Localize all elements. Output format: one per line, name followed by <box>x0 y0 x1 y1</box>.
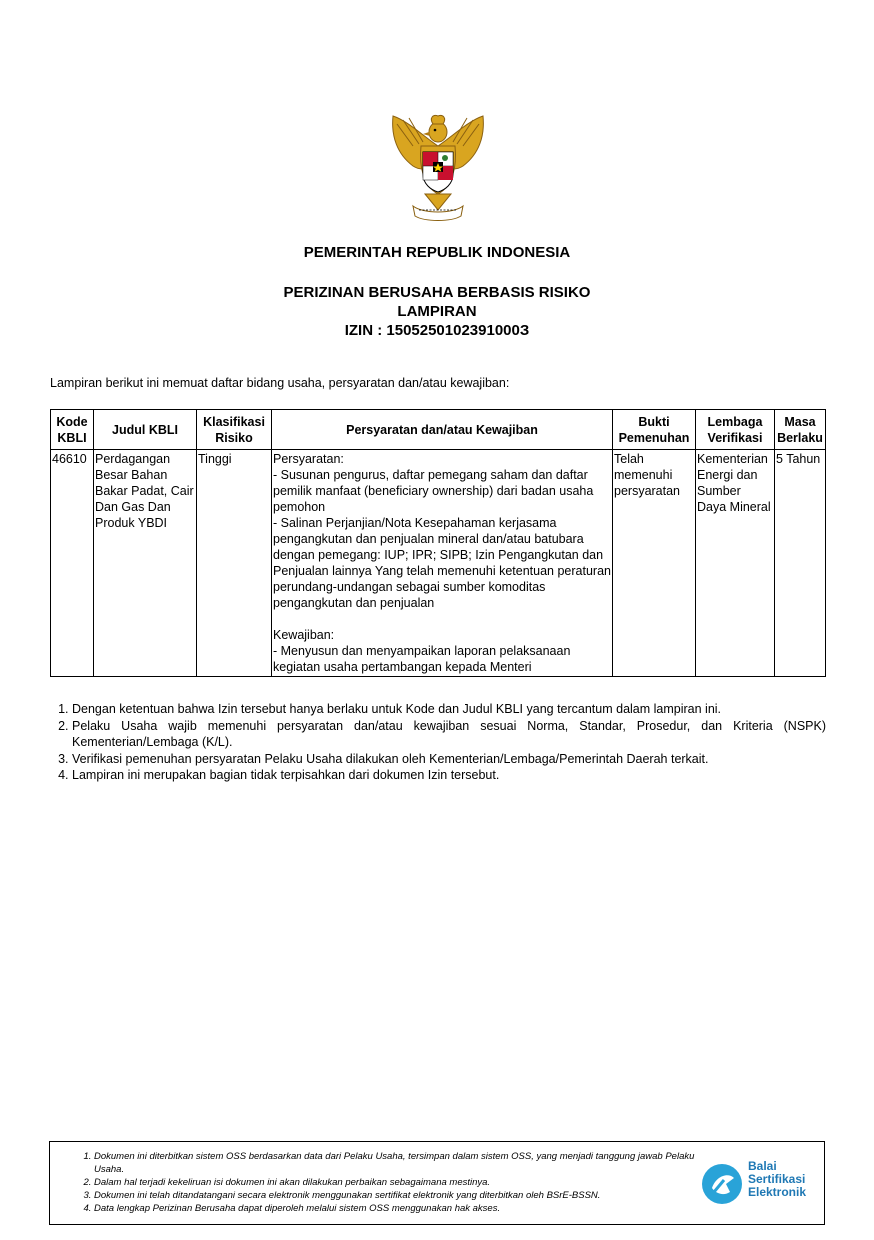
table-header-row <box>51 410 826 450</box>
kewajiban-item: - Menyusun dan menyampaikan laporan pelaksanaan kegiatan usaha pertambangan kepada Menteri <box>273 644 571 674</box>
header-judul-kbli: Judul KBLI <box>94 410 197 450</box>
permit-number: IZIN : 1505250102391000З <box>344 322 530 339</box>
bsre-line: Balai <box>748 1159 777 1173</box>
cell-klasifikasi: Tinggi <box>197 450 272 677</box>
bsre-line: Elektronik <box>748 1185 807 1199</box>
cell-lembaga: Kementerian Energi dan Sumber Daya Mineral <box>696 450 775 677</box>
list-item: 2. Pelaku Usaha wajib memenuhi persyaratan dan/atau kewajiban sesuai Norma, Standar, Prosedur, dan Kriteria (NSPK) Kementerian/Lembaga (K/L). <box>72 718 826 751</box>
table-row <box>51 450 826 677</box>
intro-text: Lampiran berikut ini memuat daftar bidang usaha, persyaratan dan/atau kewajiban: <box>50 376 510 390</box>
header-bukti: Bukti Pemenuhan <box>613 410 696 450</box>
list-item: 1. Dokumen ini diterbitkan sistem OSS berdasarkan data dari Pelaku Usaha, tersimpan dalam sistem OSS, yang menjadi tanggung jawab Pelaku Usaha. <box>94 1150 716 1176</box>
cell-persyaratan <box>272 450 613 677</box>
cell-bukti: Telah memenuhi persyaratan <box>613 450 696 677</box>
list-item: 1. Dengan ketentuan bahwa Izin tersebut hanya berlaku untuk Kode dan Judul KBLI yang tercantum dalam lampiran ini. <box>72 701 826 718</box>
document-title: PERIZINAN BERUSAHA BERBASIS RISIKO <box>283 284 591 301</box>
garuda-emblem-icon <box>383 106 493 230</box>
kbli-table <box>50 409 826 677</box>
footer-notes <box>66 1150 716 1215</box>
persyaratan-item: - Salinan Perjanjian/Nota Kesepahaman kerjasama pengangkutan dan penjualan mineral dan/atau batubara dengan pemegang: IUP; IPR; SIPB; Izin Pengangkutan dan Penjualan lainnya Yang telah memenuhi ketentuan peraturan perundang-undangan sebagai sumber komoditas pengangkutan dan penjualan <box>273 516 611 610</box>
header-kode-kbli: Kode KBLI <box>51 410 94 450</box>
document-titles <box>0 283 874 340</box>
cell-kode: 46610 <box>51 450 94 677</box>
persyaratan-label: Persyaratan: <box>273 452 344 466</box>
header-klasifikasi: Klasifikasi Risiko <box>197 410 272 450</box>
bsre-logo-text <box>748 1160 806 1199</box>
header-masa: Masa Berlaku <box>775 410 826 450</box>
kewajiban-label: Kewajiban: <box>273 628 335 642</box>
footer-box <box>49 1141 825 1225</box>
persyaratan-item: - Susunan pengurus, daftar pemegang saham dan daftar pemilik manfaat (beneficiary ownership) dari badan usaha pemohon <box>273 468 594 514</box>
list-item: 3. Dokumen ini telah ditandatangani secara elektronik menggunakan sertifikat elektronik yang diterbitkan oleh BSrE-BSSN. <box>94 1189 716 1202</box>
list-item: 2. Dalam hal terjadi kekeliruan isi dokumen ini akan dilakukan perbaikan sebagaimana mestinya. <box>94 1176 716 1189</box>
cell-judul: Perdagangan Besar Bahan Bakar Padat, Cair Dan Gas Dan Produk YBDI <box>94 450 197 677</box>
list-item: 3. Verifikasi pemenuhan persyaratan Pelaku Usaha dilakukan oleh Kementerian/Lembaga/Pemerintah Daerah terkait. <box>72 751 826 768</box>
header-lembaga: Lembaga Verifikasi <box>696 410 775 450</box>
list-item: 4. Lampiran ini merupakan bagian tidak terpisahkan dari dokumen Izin tersebut. <box>72 767 826 784</box>
notes-list <box>50 701 826 784</box>
document-subtitle: LAMPIRAN <box>397 303 477 320</box>
government-title: PEMERINTAH REPUBLIK INDONESIA <box>303 244 571 261</box>
cell-masa: 5 Tahun <box>775 450 826 677</box>
header-persyaratan: Persyaratan dan/atau Kewajiban <box>272 410 613 450</box>
list-item: 4. Data lengkap Perizinan Berusaha dapat diperoleh melalui sistem OSS menggunakan hak akses. <box>94 1202 716 1215</box>
bsre-line: Sertifikasi <box>748 1172 806 1186</box>
